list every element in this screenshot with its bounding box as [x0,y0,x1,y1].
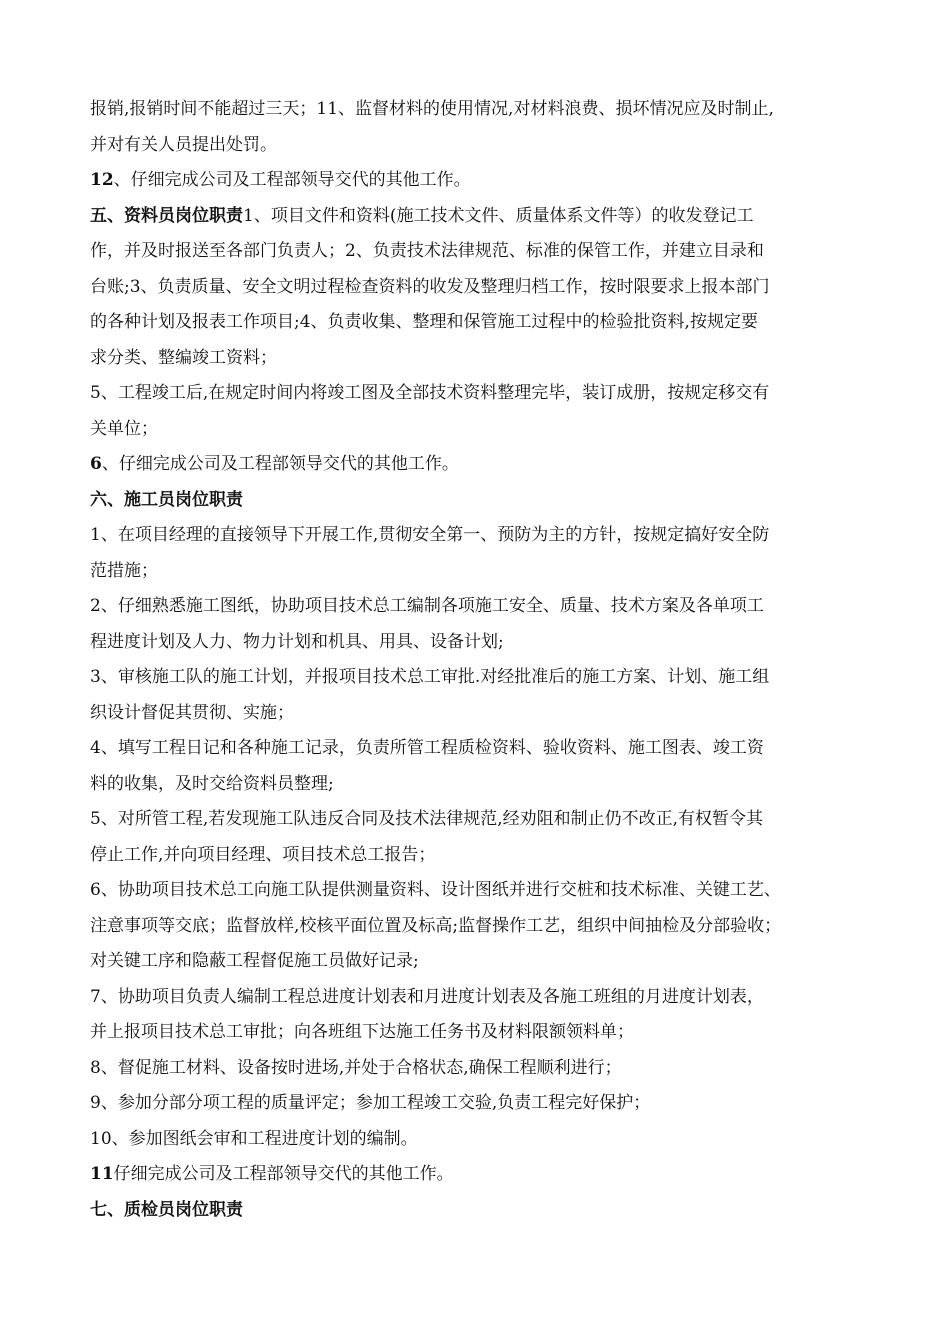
text-line [90,1122,870,1158]
text-run: 2、仔细熟悉施工图纸，协助项目技术总工编制各项施工安全、质量、技术方案及各单项工 [90,596,764,616]
text-line [90,447,870,483]
bold-text: 六、施工员岗位职责 [90,489,243,510]
text-line [90,199,870,235]
text-run: 对关键工序和隐蔽工程督促施工员做好记录; [90,951,419,971]
text-line [90,944,870,980]
text-run: 6、协助项目技术总工向施工队提供测量资料、设计图纸并进行交桩和技术标准、关键工艺、 [90,880,781,900]
bold-text: 6 [90,454,102,474]
text-run: 并上报项目技术总工审批；向各班组下达施工任务书及材料限额领料单； [90,1022,634,1042]
text-line [90,554,870,590]
text-run: 8、督促施工材料、设备按时进场,并处于合格状态,确保工程顺利进行； [90,1057,622,1078]
text-run: 5、工程竣工后,在规定时间内将竣工图及全部技术资料整理完毕，装订成册，按规定移交有 [90,383,770,403]
bold-text: 11 [90,1164,114,1184]
text-line [90,128,870,164]
text-line [90,518,870,554]
text-run: 1、项目文件和资料(施工技术文件、质量体系文件等）的收发登记工 [243,205,754,226]
text-line [90,412,870,448]
text-line [90,625,870,661]
text-run: 1、在项目经理的直接领导下开展工作,贯彻安全第一、预防为主的方针，按规定搞好安全防 [90,525,770,545]
text-run: 停止工作,并向项目经理、项目技术总工报告； [90,844,436,865]
text-run: 程进度计划及人力、物力计划和机具、用具、设备计划; [90,631,504,652]
text-line [90,376,870,412]
text-run: 的各种计划及报表工作项目;4、负责收集、整理和保管施工过程中的检验批资料,按规定要 [90,312,758,332]
text-run: 并对有关人员提出处罚。 [90,134,277,155]
text-run: 5、对所管工程,若发现施工队违反合同及技术法律规范,经劝阻和制止仍不改正,有权暂令其 [90,809,764,829]
document-body [90,92,870,1228]
text-run: 仔细完成公司及工程部领导交代的其他工作。 [113,1164,454,1184]
text-run: 9、参加分部分项工程的质量评定；参加工程竣工交验,负责工程完好保护； [90,1093,651,1113]
text-run: 料的收集，及时交给资料员整理; [90,773,334,794]
text-line [90,92,870,128]
bold-text: 五、资料员岗位职责 [90,205,243,226]
text-line [90,1193,870,1229]
text-line [90,873,870,909]
text-line [90,660,870,696]
text-line [90,270,870,306]
text-run: 范措施； [90,560,158,581]
text-run: 作，并及时报送至各部门负责人；2、负责技术法律规范、标准的保管工作，并建立目录和 [90,241,764,261]
text-run: 求分类、整编竣工资料； [90,347,277,368]
text-run: 10、参加图纸会审和工程进度计划的编制。 [90,1128,418,1149]
text-line [90,802,870,838]
text-line [90,1015,870,1051]
text-run: 、仔细完成公司及工程部领导交代的其他工作。 [113,170,471,190]
text-line [90,909,870,945]
text-line [90,163,870,199]
text-line [90,1157,870,1193]
text-run: 关单位； [90,418,158,439]
text-run: 报销,报销时间不能超过三天；11、监督材料的使用情况,对材料浪费、损坏情况应及时制止, [90,99,774,119]
text-line [90,838,870,874]
text-run: 注意事项等交底；监督放样,校核平面位置及标高;监督操作工艺，组织中间抽检及分部验收； [90,915,782,936]
text-line [90,1051,870,1087]
text-line [90,483,870,519]
text-line [90,980,870,1016]
text-run: 织设计督促其贯彻、实施； [90,702,294,723]
text-line [90,234,870,270]
text-line [90,1086,870,1122]
text-line [90,305,870,341]
text-run: 7、协助项目负责人编制工程总进度计划表和月进度计划表及各施工班组的月进度计划表， [90,986,764,1007]
bold-text: 12 [90,170,114,190]
text-line [90,696,870,732]
text-line [90,341,870,377]
text-line [90,589,870,625]
text-run: 4、填写工程日记和各种施工记录，负责所管工程质检资料、验收资料、施工图表、竣工资 [90,738,764,758]
bold-text: 七、质检员岗位职责 [90,1199,243,1220]
text-run: 、仔细完成公司及工程部领导交代的其他工作。 [101,454,459,474]
text-line [90,731,870,767]
text-run: 3、审核施工队的施工计划，并报项目技术总工审批.对经批准后的施工方案、计划、施工组 [90,667,770,687]
text-line [90,767,870,803]
text-run: 台账;3、负责质量、安全文明过程检查资料的收发及整理归档工作，按时限要求上报本部门 [90,276,770,297]
